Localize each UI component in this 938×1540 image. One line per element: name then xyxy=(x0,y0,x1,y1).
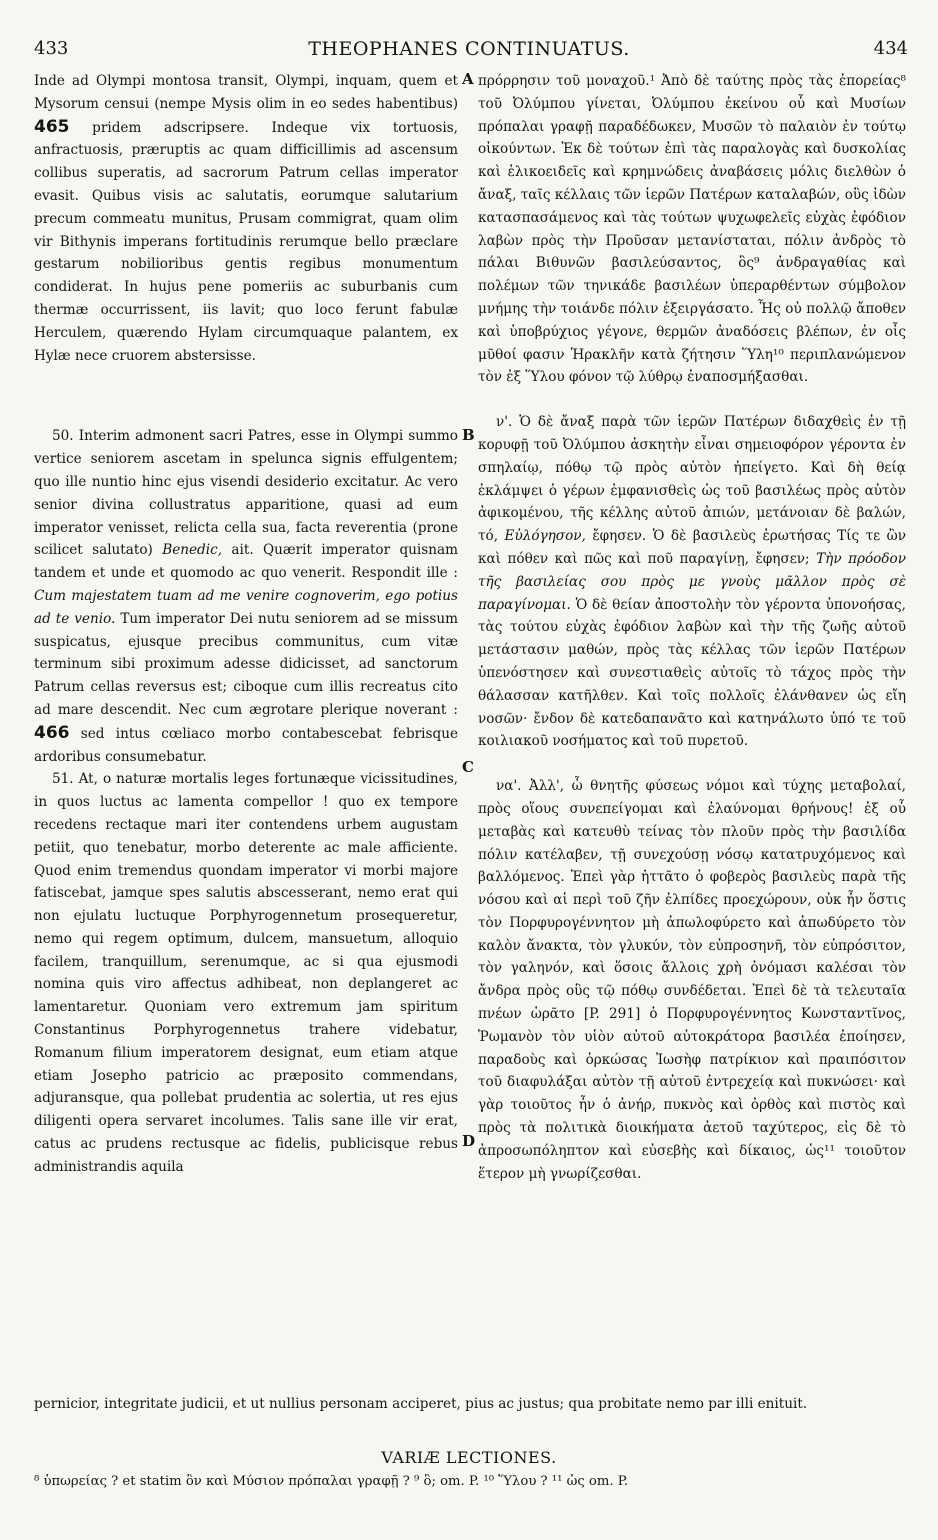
page-marker-466: 466 xyxy=(34,722,70,743)
latin-paragraph-50 xyxy=(34,425,458,768)
greek-paragraph-50 xyxy=(478,411,906,753)
latin-text: pridem adscripsere. Indeque vix tortuosis, anfractuosis, præruptis ac quam difficillimis ad ascensum collibus superatis, ad sacrorum Patrum cellas imperator evasit. Quibus visis ac salutatis, eorumque salutarium precum commeatu munitus, Prusam commigrat, quam olim vir Bithynis imperans fortitudinis rerumque bello præclare gestarum nobilioribus gentis regibus monumentum condiderat. In hujus pene pomeriis ac suburbanis cum thermæ occurrissent, iis lavit; quo loco ferunt fabulæ Herculem, quærendo Hylam circumquaque palantem, ex Hylæ nece cruorem abstersisse. xyxy=(34,119,458,364)
greek-text: ἔφησεν. Ὁ δὲ βασιλεὺς ἐρωτήσας Τίς τε ὢν καὶ πόθεν καὶ πῶς καὶ ποῦ παραγίνῃ, ἔφησεν; xyxy=(478,528,906,567)
latin-text: 50. Interim admonent sacri Patres, esse in Olympi summo vertice seniorem ascetam in speluncа signis effulgentem; quo ille nuntio hinc ejus visendi desiderio excitatur. Ac vero senior divina collustratus apparitione, quasi ad eum imperator venisset, relicta cella sua, facta reverentia (prone scilicet salutato) xyxy=(34,428,458,559)
latin-text: ait. Quærit imperator quisnam tandem et unde et quomodo ac quo venerit. Respondit ille : xyxy=(34,542,458,582)
latin-italic: Cum majestatem tuam ad me venire cognoverim, ego potius ad te venio. xyxy=(34,587,458,627)
variae-lectiones-title: VARIÆ LECTIONES. xyxy=(381,1448,557,1467)
margin-letter-b: B xyxy=(462,426,475,444)
page-marker-465: 465 xyxy=(34,116,70,137)
variae-lectiones-notes: ⁸ ὑπωρείας ? et statim ὂν καὶ Μύσιον πρόπαλαι γραφῇ ? ⁹ ὃ; om. P. ¹⁰ Ὕλου ? ¹¹ ὡς om. P. xyxy=(34,1474,629,1489)
margin-letter-a: A xyxy=(462,70,474,88)
latin-italic: Benedic, xyxy=(162,542,223,559)
greek-paragraph-1: πρόρρησιν τοῦ μοναχοῦ.¹ Ἀπὸ δὲ ταύτης πρὸς τὰς ἐπορείας⁸ τοῦ Ὀλύμπου γίνεται, Ὀλύμπου ἐκείνου οὗ καὶ Μυσίων πρόπαλαι γραφῇ παραδέδωκεν, Μυσῶν τὸ παλαιὸν ἐν τούτῳ οἰκούντων. Ἐκ δὲ τούτων ἐπὶ τὰς παραλογὰς καὶ δυσκολίας καὶ ἑλικοειδεῖς καὶ κρημνώδεις ἀναβάσεις μόλις διελθὼν ὁ ἄναξ, ταῖς κέλλαις τῶν ἱερῶν Πατέρων καταλαβών, οὓς ἰδὼν κατασπασάμενος καὶ τὰς τούτων ψυχωφελεῖς εὐχὰς ἐφόδιον λαβὼν πρὸς τὴν Προῦσαν μετανίσταται, πόλιν ἀνδρὸς τὸ πάλαι Βιθυνῶν βασιλεύσαντος, ὃς⁹ ἀνδραγαθίας καὶ πολέμων τῶν τηνικάδε βασιλέων ὑπεραρθέντων σύμβολον μνήμης τὴν τοιάνδε πόλιν ἐξειργάσατο. Ἧς οὐ πολλῷ ἄποθεν καὶ ὑποβρύχιος γέγονε, θερμῶν ἀναδόσεις βλέπων, ἐν οἷς μῦθοί φασιν Ἡρακλῆν κατὰ ζήτησιν Ὕλη¹⁰ περιπλανώμενον τὸν ἐξ Ὕλου φόνον τῷ λύθρῳ ἐναποσμήξασθαι. xyxy=(478,73,906,386)
latin-text: Inde ad Olympi montosa transit, Olympi, inquam, quem et Mysorum censui (nempe Mysis olim in eo sedes habentibus) xyxy=(34,73,458,112)
latin-continuation: pernicior, integritate judicii, et ut nullius personam acciperet, pius ac justus; qua probitate nemo par illi enituit. xyxy=(34,1396,808,1412)
latin-paragraph-51: 51. At, o naturæ mortalis leges fortunæque vicissitudines, in quos luctus ac lamenta compellor ! quo ex tempore recedens rectaque mari iter contendens urbem augustam petiit, quo tenebatur, morbo deterente ac male afficiente. Quod enim tremendus quondam imperator vi morbi majore fatiscebat, jamque spes salutis abscesserant, nemo erat qui non ejulatu luctuque Porphyrogennetum prosequeretur, nemo qui regem optimum, dulcem, mansuetum, alloquio facilem, tranquillum, serenumque, ac si qua ejusmodi nomina quis viro affectus adhibeat, non deplangeret ac lamentaretur. Quoniam vero extremum jam spiritum Constantinus Porphyrogennetus trahere videbatur, Romanum filium imperatorem designat, eum etiam atque etiam Josepho patricio ac præposito commendans, adjuransque, qua pollebat prudentia ac solertia, ut res ejus diligenti opera servaret incolumes. Talis sane ille vir erat, catus ac prudens rectusque ac fidelis, publicisque rebus administrandis aquila xyxy=(34,771,458,1175)
page-header xyxy=(0,38,938,64)
running-title: THEOPHANES CONTINUATUS. xyxy=(308,38,630,60)
latin-column xyxy=(34,70,458,1179)
greek-text: Ὁ δὲ θείαν ἀποστολὴν τὸν γέροντα ὑπονοήσας, τὰς τούτου εὐχὰς ἐφόδιον λαβὼν καὶ τὴν τῆς ζωῆς αὐτοῦ μετάστασιν μαθών, πρὸς τὰς κέλλας τῶν ἱερῶν Πατέρων ὑπενόστησεν καὶ συνεστιαθεὶς αὐτοῖς τὸ τάχος πρὸς τὴν θάλασσαν κατῆλθεν. Καὶ τοῖς πολλοῖς ἐλάνθανεν ὡς εἴη νοσῶν· ἔνδον δὲ κατεδαπανᾶτο καὶ κατηνάλωτο ὑπό τε τοῦ κοιλιακοῦ νοσήματος καὶ τοῦ πυρετοῦ. xyxy=(478,596,906,750)
page-number-left: 433 xyxy=(34,38,69,59)
greek-column xyxy=(478,70,906,1185)
latin-paragraph-1 xyxy=(34,70,458,367)
greek-paragraph-51: να'. Ἀλλ', ὦ θνητῆς φύσεως νόμοι καὶ τύχης μεταβολαί, πρὸς οἵους συνεπείγομαι καὶ ἐλαύνομαι θρήνους! ἐξ οὗ μεταβὰς καὶ κατευθὺ τείνας τὸν πλοῦν πρὸς τὴν βασιλίδα πόλιν κατέλαβεν, τῇ συνεχούσῃ νόσῳ κατατρυχόμενος καὶ βαλλόμενος. Ἐπεὶ γὰρ ἡττᾶτο ὁ φοβερὸς βασιλεὺς παρὰ τῆς νόσου καὶ αἱ περὶ τοῦ ζῆν ἐλπίδες προεχώρουν, οὐκ ἦν ὅστις τὸν Πορφυρογέννητον μὴ ἀπωλοφύρετο καὶ ἀπωδύρετο τὸν καλὸν ἄνακτα, τὸν γλυκύν, τὸν εὐπροσηνῆ, τὸν εὐπρόσιτον, τὸν γαληνόν, καὶ ὅσοις ἄλλοις χρὴ ὀνόμασι καλέσαι τὸν ἄνδρα πρὸς οὓς τῷ πόθῳ συνδέδεται. Ἐπεὶ δὲ τὰ τελευταῖα πνέων ὡρᾶτο [P. 291] ὁ Πορφυρογέννητος Κωνσταντῖνος, Ῥωμανὸν τὸν υἱὸν αὐτοῦ αὐτοκράτορα βασιλέα ἐποίησεν, παραδοὺς καὶ ὁρκώσας Ἰωσὴφ πατρίκιον καὶ πραιπόσιτον τοῦ διαφυλάξαι αὐτὸν τῇ αὐτοῦ ἐντρεχείᾳ καὶ πυκνώσει· καὶ γὰρ τοιοῦτος ἦν ὁ ἀνήρ, πυκνὸς καὶ ὀρθὸς καὶ πιστὸς καὶ πρὸς τὰ πολιτικὰ διοικήματα ἀετοῦ ταχύτερος, εἰς δὲ τὸ ἀπροσωπόληπτον καὶ εὐσεβὴς καὶ δίκαιος, ὡς¹¹ τοιοῦτον ἕτερον μὴ γνωρίζεσθαι. xyxy=(478,778,906,1182)
page-number-right: 434 xyxy=(873,38,908,59)
greek-italic: Τὴν πρόοδον τῆς βασιλείας σου πρὸς με γνοὺς μᾶλλον πρὸς σὲ παραγίνομαι. xyxy=(478,550,906,613)
greek-text: ν'. Ὁ δὲ ἄναξ παρὰ τῶν ἱερῶν Πατέρων διδαχθεὶς ἐν τῇ κορυφῇ τοῦ Ὀλύμπου ἀσκητὴν εἶναι σημειοφόρον γέροντα ἐν σπηλαίῳ, πόθῳ τῷ πρὸς αὐτὸν ἠπείγετο. Καὶ δὴ θείᾳ ἐκλάμψει ὁ γέρων ἐμφανισθεὶς ὡς τοῦ βασιλέως πρὸς αὐτὸν ἀφικομένου, τῆς κέλλης αὐτοῦ ἀπιών, μετάνοιαν δὲ βαλών, τό, xyxy=(478,414,906,545)
latin-text: Tum imperator Dei nutu seniorem ad se missum suspicatus, ejusque precibus communitus, cum vitæ terminum sibi proximum adesse didicisset, ad sanctorum Patrum cellas reversus est; ciboque cum illis recreatus cito ad mare descendit. Nec cum ægrotare plerique noverant : xyxy=(34,610,458,718)
margin-letter-c: C xyxy=(462,758,474,776)
latin-text: sed intus cœliaco morbo contabescebat febrisque ardoribus consumebatur. xyxy=(34,725,458,765)
greek-italic: Εὐλόγησον, xyxy=(504,528,586,545)
margin-letter-d: D xyxy=(462,1132,476,1150)
